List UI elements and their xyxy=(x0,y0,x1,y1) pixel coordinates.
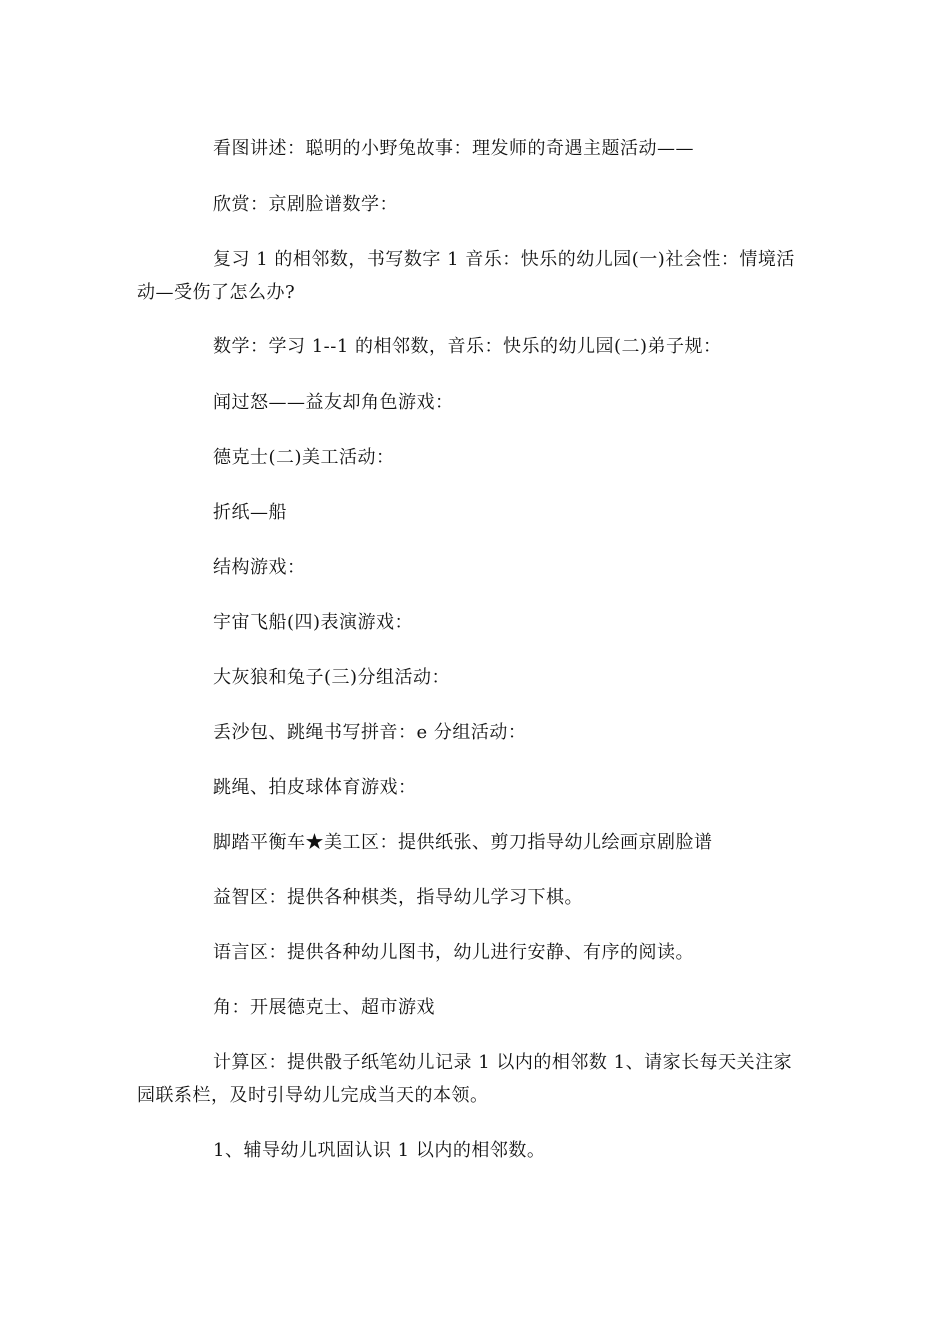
paragraph: 益智区：提供各种棋类，指导幼儿学习下棋。 xyxy=(213,887,583,908)
paragraph: 1、辅导幼儿巩固认识 1 以内的相邻数。 xyxy=(213,1140,546,1161)
paragraph: 折纸—船 xyxy=(213,502,287,523)
paragraph: 结构游戏： xyxy=(213,557,306,578)
paragraph: 闻过怒——益友却角色游戏： xyxy=(213,392,454,413)
paragraph: 角：开展德克士、超市游戏 xyxy=(213,997,435,1018)
paragraph: 德克士(二)美工活动： xyxy=(213,447,395,468)
paragraph: 大灰狼和兔子(三)分组活动： xyxy=(213,667,451,688)
paragraph: 数学：学习 1--1 的相邻数，音乐：快乐的幼儿园(二)弟子规： xyxy=(213,336,722,357)
paragraph: 宇宙飞船(四)表演游戏： xyxy=(213,612,414,633)
paragraph: 欣赏：京剧脸谱数学： xyxy=(213,194,398,215)
paragraph: 看图讲述：聪明的小野兔故事：理发师的奇遇主题活动—— xyxy=(213,138,694,159)
paragraph: 跳绳、拍皮球体育游戏： xyxy=(213,777,417,798)
paragraph: 丢沙包、跳绳书写拼音：e 分组活动： xyxy=(213,722,527,743)
paragraph: 脚踏平衡车★美工区：提供纸张、剪刀指导幼儿绘画京剧脸谱 xyxy=(213,832,713,853)
paragraph: 计算区：提供骰子纸笔幼儿记录 1 以内的相邻数 1、请家长每天关注家园联系栏，及时引导幼儿完成当天的本领。 xyxy=(137,1052,793,1106)
paragraph: 语言区：提供各种幼儿图书，幼儿进行安静、有序的阅读。 xyxy=(213,942,694,963)
paragraph: 复习 1 的相邻数，书写数字 1 音乐：快乐的幼儿园(一)社会性：情境活动—受伤了怎么办? xyxy=(137,249,795,303)
